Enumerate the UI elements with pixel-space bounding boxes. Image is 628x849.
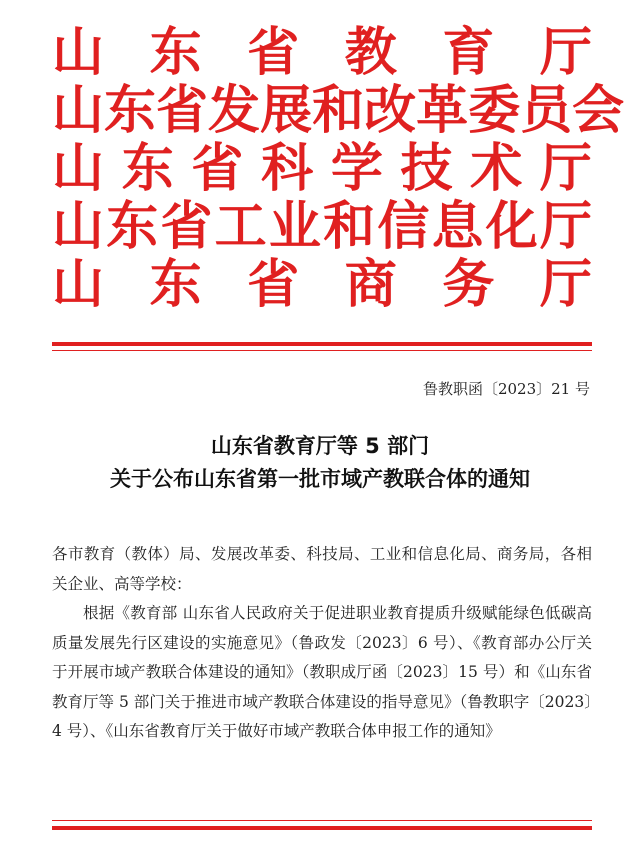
document-title-line1: 山东省教育厅等 5 部门 — [210, 434, 430, 458]
issuer-char: 展 — [260, 80, 313, 141]
issuer-char: 员 — [520, 80, 573, 141]
footer-divider-thin — [52, 820, 592, 821]
addressee: 各市教育（教体）局、发展改革委、科技局、工业和信息化局、商务局，各相关企业、高等学校： — [52, 545, 592, 593]
issuer-char: 省 — [191, 138, 244, 199]
issuer-char: 省 — [156, 80, 209, 141]
issuer-line — [52, 256, 592, 314]
issuer-char: 会 — [572, 80, 625, 141]
issuer-char: 山 — [52, 22, 105, 83]
issuer-char: 委 — [468, 80, 521, 141]
issuer-char: 山 — [52, 254, 105, 315]
issuer-line — [52, 80, 625, 141]
issuer-char: 省 — [247, 254, 300, 315]
issuer-char: 改 — [364, 80, 417, 141]
issuer-char: 商 — [344, 254, 397, 315]
issuer-line — [52, 140, 592, 198]
issuer-char: 厅 — [539, 196, 592, 257]
issuer-char: 厅 — [539, 254, 592, 315]
issuer-char: 工 — [214, 196, 267, 257]
issuer-char: 化 — [485, 196, 538, 257]
issuer-char: 技 — [400, 138, 453, 199]
document-number: 鲁教职函〔2023〕21 号 — [422, 380, 590, 398]
issuer-line — [52, 198, 592, 256]
issuer-char: 省 — [247, 22, 300, 83]
issuer-char: 东 — [104, 80, 157, 141]
issuer-char: 东 — [149, 254, 202, 315]
issuer-char: 科 — [261, 138, 314, 199]
issuer-char: 革 — [416, 80, 469, 141]
issuer-char: 山 — [52, 196, 105, 257]
issuer-char: 务 — [442, 254, 495, 315]
issuer-header — [52, 22, 625, 315]
issuer-char: 息 — [431, 196, 484, 257]
footer-divider-thick — [52, 826, 592, 830]
issuer-char: 东 — [149, 22, 202, 83]
issuer-char: 术 — [470, 138, 523, 199]
issuer-char: 山 — [52, 138, 105, 199]
issuer-char: 厅 — [539, 22, 592, 83]
issuer-char: 和 — [312, 80, 365, 141]
body-paragraph: 根据《教育部 山东省人民政府关于促进职业教育提质升级赋能绿色低碳高质量发展先行区建设的实施意见》（鲁政发〔2023〕6 号）、《教育部办公厅关于开展市域产教联合体建设的通知》（教职成厅函〔2023〕15 号）和《山东省教育厅等 5 部门关于推进市域产教联合体建设的指导意见》（鲁教职字〔2023〕4 号）、《山东省教育厅关于做好市域产教联合体申报工作的通知》 — [52, 604, 592, 740]
issuer-char: 和 — [323, 196, 376, 257]
issuer-char: 省 — [160, 196, 213, 257]
issuer-char: 东 — [106, 196, 159, 257]
issuer-char: 业 — [268, 196, 321, 257]
document-body — [52, 540, 592, 747]
issuer-char: 教 — [344, 22, 397, 83]
issuer-char: 育 — [442, 22, 495, 83]
issuer-char: 信 — [377, 196, 430, 257]
issuer-char: 山 — [52, 80, 105, 141]
document-title-line2: 关于公布山东省第一批市域产教联合体的通知 — [110, 467, 530, 491]
issuer-line — [52, 24, 592, 82]
issuer-char: 东 — [121, 138, 174, 199]
issuer-char: 发 — [208, 80, 261, 141]
issuer-char: 厅 — [539, 138, 592, 199]
header-divider-thick — [52, 342, 592, 346]
header-divider-thin — [52, 350, 592, 351]
issuer-char: 学 — [330, 138, 383, 199]
